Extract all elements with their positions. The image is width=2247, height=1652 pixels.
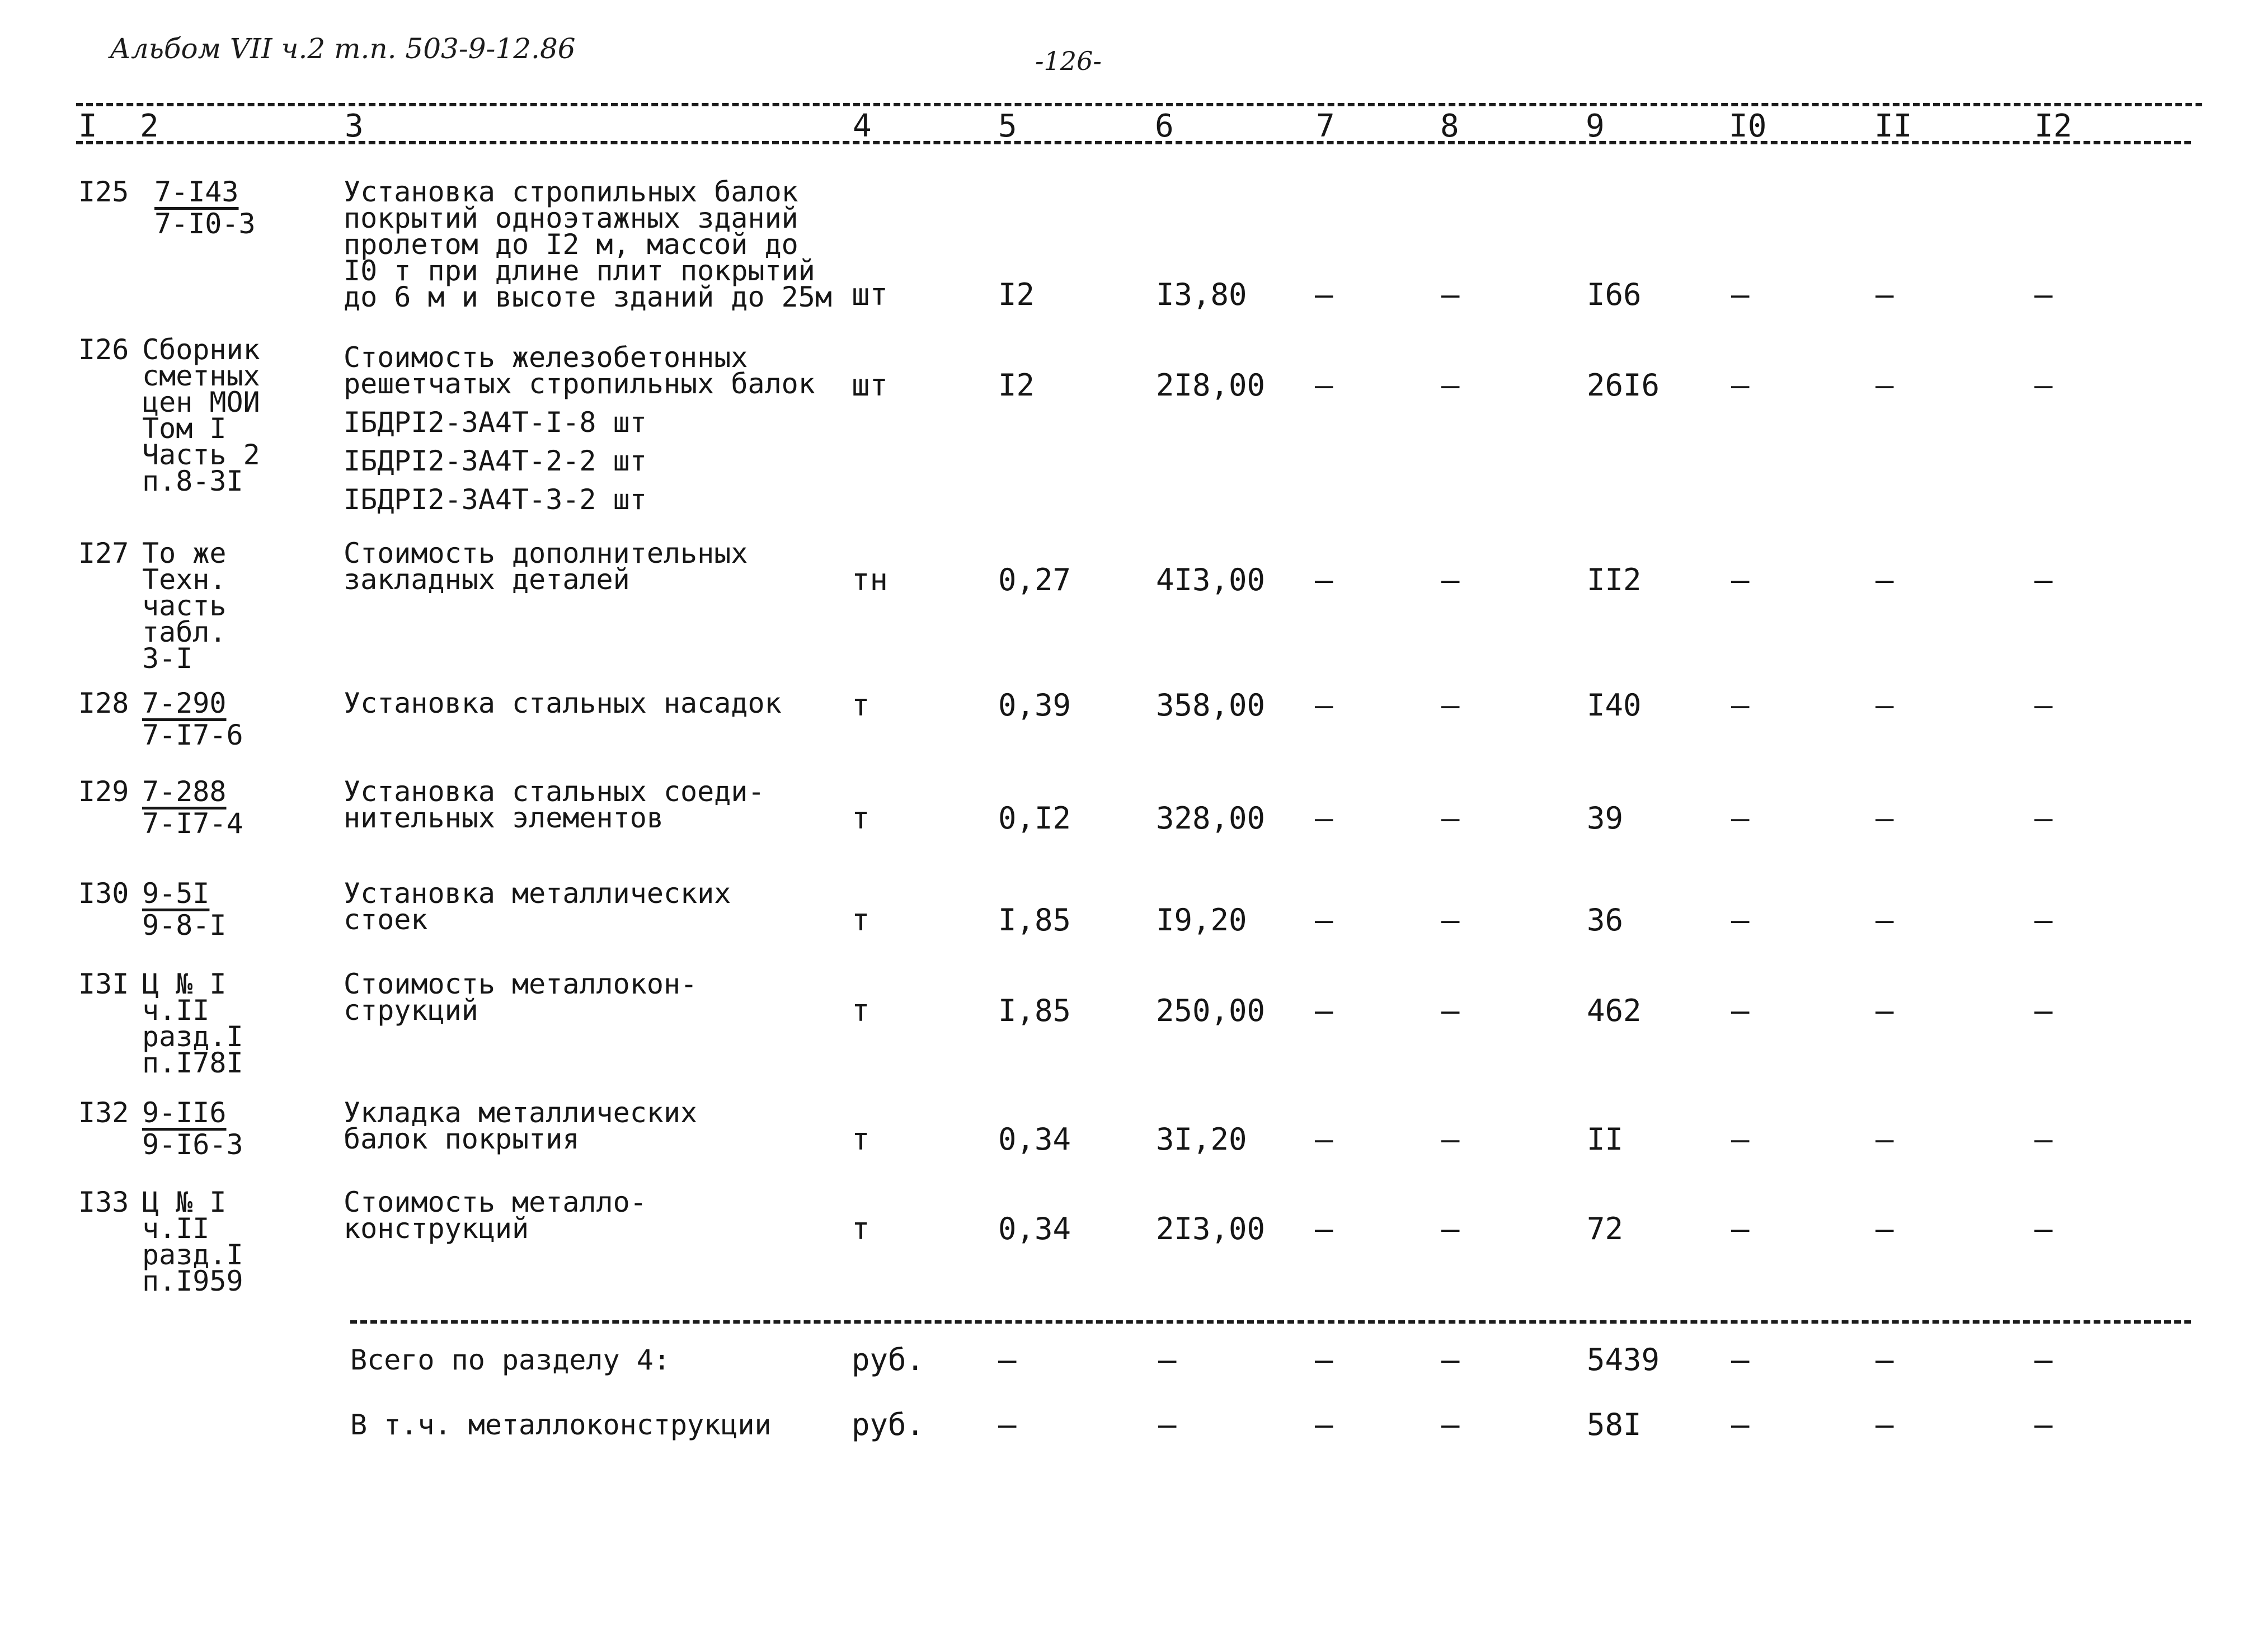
- row-col11: –: [1875, 368, 1894, 403]
- row-col11: –: [1875, 801, 1894, 836]
- column-header-4: 4: [853, 108, 872, 144]
- row-unit: шт: [852, 368, 889, 403]
- row-unit: т: [852, 1211, 870, 1246]
- total-col8: –: [1441, 1407, 1460, 1442]
- row-col7: –: [1315, 368, 1333, 403]
- row-col10: –: [1731, 801, 1750, 836]
- row-col12: –: [2034, 1122, 2053, 1157]
- column-header-5: 5: [998, 108, 1017, 144]
- total-col7: –: [1315, 1407, 1333, 1442]
- row-unit-price: I9,20: [1156, 902, 1247, 938]
- column-header-8: 8: [1440, 108, 1459, 144]
- total-col8: –: [1441, 1342, 1460, 1377]
- total-col11: –: [1875, 1342, 1894, 1377]
- row-total: II2: [1587, 562, 1642, 597]
- row-reference: Сборник сметных цен МОИ Том I Часть 2 п.8-3I: [142, 333, 260, 497]
- row-col7: –: [1315, 1211, 1333, 1246]
- total-col10: –: [1731, 1342, 1750, 1377]
- row-description: Установка стропильных балок покрытий одноэтажных зданий пролетом до I2 м, массой до I0 т при длине плит покрытий до 6 м и высоте зданий до 25м: [344, 176, 832, 313]
- row-total: 26I6: [1587, 368, 1660, 403]
- row-total: 72: [1587, 1211, 1624, 1246]
- row-unit: т: [852, 1122, 870, 1157]
- row-col7: –: [1315, 562, 1333, 597]
- row-total: I40: [1587, 688, 1642, 723]
- row-number: I27: [78, 537, 129, 570]
- row-unit-price: 250,00: [1156, 993, 1266, 1028]
- row-total: 39: [1587, 801, 1624, 836]
- total-unit-price: –: [1158, 1407, 1177, 1442]
- column-header-10: I0: [1729, 108, 1767, 144]
- column-header-2: 2: [140, 108, 159, 144]
- row-col7: –: [1315, 688, 1333, 723]
- row-unit: т: [852, 902, 870, 938]
- row-col12: –: [2034, 277, 2053, 312]
- header-bottom-rule: [76, 141, 2191, 144]
- row-description: Стоимость железобетонных решетчатых стропильных балок IБДРI2-3А4Т-I-8 шт IБДРI2-3А4Т-2-2 шт IБДРI2-3А4Т-3-2 шт: [344, 341, 815, 516]
- row-total: II: [1587, 1122, 1624, 1157]
- row-col10: –: [1731, 688, 1750, 723]
- totals-rule: [350, 1320, 2191, 1324]
- row-description: Укладка металлических балок покрытия: [344, 1096, 698, 1155]
- total-quantity: –: [998, 1407, 1017, 1442]
- row-quantity: 0,39: [998, 688, 1071, 723]
- row-col12: –: [2034, 902, 2053, 938]
- column-header-6: 6: [1155, 108, 1174, 144]
- row-reference: 7-290 7-I7-6: [142, 687, 243, 751]
- row-reference: 7-I43 7-I0-3: [154, 176, 256, 240]
- row-col10: –: [1731, 902, 1750, 938]
- column-header-7: 7: [1316, 108, 1335, 144]
- row-col11: –: [1875, 993, 1894, 1028]
- row-col7: –: [1315, 801, 1333, 836]
- row-unit: шт: [852, 277, 889, 312]
- total-unit: руб.: [852, 1342, 925, 1377]
- total-col12: –: [2034, 1407, 2053, 1442]
- row-quantity: 0,34: [998, 1211, 1071, 1246]
- row-unit-price: 358,00: [1156, 688, 1266, 723]
- column-header-1: I: [78, 108, 97, 144]
- total-unit-price: –: [1158, 1342, 1177, 1377]
- row-unit: тн: [852, 562, 889, 597]
- row-col7: –: [1315, 1122, 1333, 1157]
- row-col7: –: [1315, 993, 1333, 1028]
- row-col12: –: [2034, 993, 2053, 1028]
- row-quantity: 0,27: [998, 562, 1071, 597]
- row-unit: т: [852, 801, 870, 836]
- row-description: Установка стальных соеди- нительных элементов: [344, 775, 765, 834]
- row-description: Установка стальных насадок: [344, 687, 782, 719]
- row-number: I32: [78, 1096, 129, 1129]
- row-unit-price: 4I3,00: [1156, 562, 1266, 597]
- row-reference: 7-288 7-I7-4: [142, 775, 243, 840]
- row-col8: –: [1441, 902, 1460, 938]
- header-top-rule: [76, 103, 2202, 106]
- row-description: Стоимость металло- конструкций: [344, 1186, 647, 1245]
- row-total: 462: [1587, 993, 1642, 1028]
- total-col10: –: [1731, 1407, 1750, 1442]
- row-unit-price: 2I8,00: [1156, 368, 1266, 403]
- total-label: Всего по разделу 4:: [350, 1344, 670, 1376]
- total-amount: 5439: [1587, 1342, 1660, 1377]
- row-col11: –: [1875, 1122, 1894, 1157]
- row-total: I66: [1587, 277, 1642, 312]
- row-col8: –: [1441, 277, 1460, 312]
- row-col10: –: [1731, 993, 1750, 1028]
- row-total: 36: [1587, 902, 1624, 938]
- row-number: I33: [78, 1186, 129, 1218]
- row-description: Стоимость дополнительных закладных деталей: [344, 537, 748, 596]
- row-col8: –: [1441, 993, 1460, 1028]
- row-col8: –: [1441, 801, 1460, 836]
- row-quantity: 0,34: [998, 1122, 1071, 1157]
- row-col8: –: [1441, 368, 1460, 403]
- row-unit-price: 328,00: [1156, 801, 1266, 836]
- row-unit-price: 2I3,00: [1156, 1211, 1266, 1246]
- row-number: I29: [78, 775, 129, 808]
- row-col8: –: [1441, 562, 1460, 597]
- column-header-9: 9: [1586, 108, 1605, 144]
- row-description: Установка металлических стоек: [344, 877, 731, 936]
- row-col12: –: [2034, 368, 2053, 403]
- row-quantity: 0,I2: [998, 801, 1071, 836]
- row-reference: То же Техн. часть табл. 3-I: [142, 537, 227, 675]
- row-col10: –: [1731, 1211, 1750, 1246]
- row-unit: т: [852, 688, 870, 723]
- column-header-12: I2: [2034, 108, 2072, 144]
- row-col10: –: [1731, 368, 1750, 403]
- row-col12: –: [2034, 562, 2053, 597]
- row-col11: –: [1875, 277, 1894, 312]
- row-col10: –: [1731, 1122, 1750, 1157]
- total-col11: –: [1875, 1407, 1894, 1442]
- row-col11: –: [1875, 902, 1894, 938]
- row-col7: –: [1315, 277, 1333, 312]
- row-reference: 9-II6 9-I6-3: [142, 1096, 243, 1161]
- row-quantity: I2: [998, 277, 1035, 312]
- row-quantity: I2: [998, 368, 1035, 403]
- row-unit-price: 3I,20: [1156, 1122, 1247, 1157]
- row-col8: –: [1441, 1211, 1460, 1246]
- row-reference: Ц № I ч.II разд.I п.I78I: [142, 968, 243, 1079]
- row-col8: –: [1441, 688, 1460, 723]
- row-col12: –: [2034, 801, 2053, 836]
- total-label: В т.ч. металлоконструкции: [350, 1409, 772, 1441]
- column-header-11: II: [1874, 108, 1912, 144]
- row-number: I30: [78, 877, 129, 910]
- row-col11: –: [1875, 1211, 1894, 1246]
- row-reference: Ц № I ч.II разд.I п.I959: [142, 1186, 243, 1297]
- page-number: -126-: [1035, 46, 1102, 76]
- total-col7: –: [1315, 1342, 1333, 1377]
- row-number: I26: [78, 333, 129, 366]
- row-number: I25: [78, 176, 129, 208]
- row-number: I28: [78, 687, 129, 719]
- row-number: I3I: [78, 968, 129, 1000]
- album-reference: Альбом VII ч.2 т.п. 503-9-12.86: [110, 32, 576, 65]
- total-amount: 58I: [1587, 1407, 1642, 1442]
- row-col10: –: [1731, 277, 1750, 312]
- row-col11: –: [1875, 562, 1894, 597]
- row-col8: –: [1441, 1122, 1460, 1157]
- row-description: Стоимость металлокон- струкций: [344, 968, 698, 1027]
- row-col12: –: [2034, 1211, 2053, 1246]
- row-col10: –: [1731, 562, 1750, 597]
- row-quantity: I,85: [998, 993, 1071, 1028]
- total-unit: руб.: [852, 1407, 925, 1442]
- total-quantity: –: [998, 1342, 1017, 1377]
- row-col11: –: [1875, 688, 1894, 723]
- row-col12: –: [2034, 688, 2053, 723]
- row-col7: –: [1315, 902, 1333, 938]
- row-quantity: I,85: [998, 902, 1071, 938]
- row-unit: т: [852, 993, 870, 1028]
- row-unit-price: I3,80: [1156, 277, 1247, 312]
- total-col12: –: [2034, 1342, 2053, 1377]
- row-reference: 9-5I 9-8-I: [142, 877, 227, 942]
- column-header-3: 3: [345, 108, 364, 144]
